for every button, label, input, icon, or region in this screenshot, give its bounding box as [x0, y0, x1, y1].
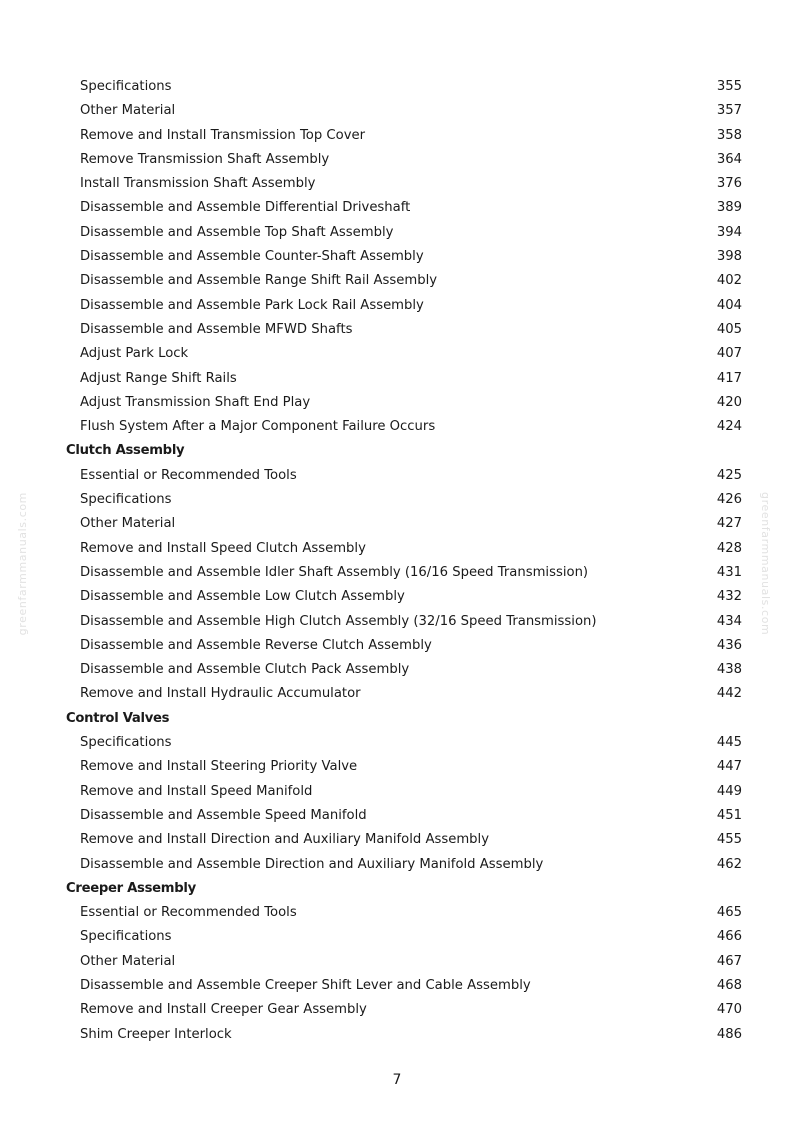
- toc-entry-page-number: 455: [716, 832, 742, 848]
- toc-entry[interactable]: [66, 221, 742, 245]
- toc-entry-page-number: 447: [716, 759, 742, 775]
- toc-entry-page-number: 427: [716, 516, 742, 532]
- toc-entry-page-number: 449: [716, 783, 742, 799]
- toc-entry[interactable]: [66, 269, 742, 293]
- toc-entry-title: Essential or Recommended Tools: [80, 467, 297, 483]
- toc-entry-title: Remove and Install Hydraulic Accumulator: [80, 686, 361, 702]
- toc-entry-title: Disassemble and Assemble Speed Manifold: [80, 807, 367, 823]
- toc-entry-title: Disassemble and Assemble Idler Shaft Assembly (16/16 Speed Transmission): [80, 564, 589, 580]
- page-number: 7: [392, 1072, 402, 1088]
- toc-entry-page-number: 432: [716, 589, 742, 605]
- section-title: Creeper Assembly: [66, 880, 196, 896]
- toc-entry[interactable]: [66, 853, 742, 877]
- toc-entry[interactable]: [66, 488, 742, 512]
- section-title: Control Valves: [66, 710, 170, 726]
- toc-entry[interactable]: [66, 172, 742, 196]
- toc-entry-title: Adjust Range Shift Rails: [80, 370, 237, 386]
- toc-entry-page-number: 466: [716, 929, 742, 945]
- toc-entry-page-number: 402: [716, 273, 742, 289]
- toc-entry[interactable]: [66, 367, 742, 391]
- toc-entry-page-number: 355: [716, 79, 742, 94]
- toc-entry-title: Disassemble and Assemble Range Shift Rail Assembly: [80, 273, 438, 289]
- toc-entry[interactable]: [66, 75, 742, 99]
- toc-entry-title: Remove and Install Steering Priority Valve: [80, 759, 358, 775]
- toc-entry[interactable]: [66, 804, 742, 828]
- toc-entry-title: Remove Transmission Shaft Assembly: [80, 151, 330, 167]
- toc-entry-title: Other Material: [80, 516, 176, 532]
- toc-entry-title: Adjust Park Lock: [80, 346, 189, 362]
- toc-entry-page-number: 442: [716, 686, 742, 702]
- toc-entry[interactable]: [66, 391, 742, 415]
- table-of-contents: [66, 75, 742, 1047]
- toc-entry[interactable]: [66, 780, 742, 804]
- toc-section-heading: [66, 877, 742, 901]
- toc-entry[interactable]: [66, 537, 742, 561]
- toc-entry[interactable]: [66, 755, 742, 779]
- toc-entry-page-number: 445: [716, 735, 742, 751]
- toc-entry-page-number: 389: [716, 200, 742, 216]
- toc-entry-page-number: 436: [716, 637, 742, 653]
- toc-entry-title: Disassemble and Assemble Counter-Shaft Assembly: [80, 249, 424, 265]
- toc-entry-title: Disassemble and Assemble High Clutch Assembly (32/16 Speed Transmission): [80, 613, 597, 629]
- section-title: Clutch Assembly: [66, 443, 185, 459]
- toc-entry-page-number: 451: [716, 807, 742, 823]
- watermark-left: greenfarmmanuals.com: [16, 492, 29, 636]
- toc-entry[interactable]: [66, 585, 742, 609]
- toc-entry[interactable]: [66, 828, 742, 852]
- toc-entry[interactable]: [66, 99, 742, 123]
- toc-entry[interactable]: [66, 634, 742, 658]
- toc-entry-page-number: 398: [716, 249, 742, 265]
- toc-section-heading: [66, 707, 742, 731]
- toc-entry[interactable]: [66, 561, 742, 585]
- toc-entry-page-number: 420: [716, 394, 742, 410]
- toc-entry-title: Disassemble and Assemble MFWD Shafts: [80, 321, 353, 337]
- watermark-right: greenfarmmanuals.com: [759, 492, 772, 636]
- toc-entry-page-number: 424: [716, 419, 742, 435]
- toc-entry-page-number: 364: [716, 151, 742, 167]
- toc-entry-title: Disassemble and Assemble Clutch Pack Assembly: [80, 662, 410, 678]
- toc-entry-title: Remove and Install Speed Clutch Assembly: [80, 540, 366, 556]
- toc-entry-title: Remove and Install Transmission Top Cover: [80, 127, 366, 143]
- toc-entry[interactable]: [66, 124, 742, 148]
- toc-entry-page-number: 376: [716, 176, 742, 192]
- toc-entry-page-number: 426: [716, 492, 742, 508]
- toc-entry[interactable]: [66, 342, 742, 366]
- toc-entry-title: Install Transmission Shaft Assembly: [80, 176, 316, 192]
- toc-entry[interactable]: [66, 148, 742, 172]
- toc-entry-title: Flush System After a Major Component Failure Occurs: [80, 419, 436, 435]
- toc-entry-page-number: 394: [716, 224, 742, 240]
- toc-entry-title: Disassemble and Assemble Direction and Auxiliary Manifold Assembly: [80, 856, 544, 872]
- toc-entry-title: Adjust Transmission Shaft End Play: [80, 394, 311, 410]
- toc-entry-title: Other Material: [80, 953, 176, 969]
- toc-entry[interactable]: [66, 464, 742, 488]
- toc-entry-page-number: 486: [716, 1026, 742, 1042]
- toc-entry[interactable]: [66, 610, 742, 634]
- toc-entry-title: Disassemble and Assemble Reverse Clutch Assembly: [80, 637, 432, 653]
- toc-entry-page-number: 470: [716, 1002, 742, 1018]
- toc-entry-title: Essential or Recommended Tools: [80, 905, 297, 921]
- toc-entry-page-number: 405: [716, 321, 742, 337]
- toc-entry[interactable]: [66, 318, 742, 342]
- toc-entry[interactable]: [66, 682, 742, 706]
- toc-entry-title: Specifications: [80, 79, 172, 94]
- toc-entry-page-number: 468: [716, 977, 742, 993]
- toc-entry-page-number: 417: [716, 370, 742, 386]
- toc-entry-page-number: 431: [716, 564, 742, 580]
- toc-entry-page-number: 434: [716, 613, 742, 629]
- toc-entry-page-number: 428: [716, 540, 742, 556]
- toc-entry-title: Disassemble and Assemble Low Clutch Assembly: [80, 589, 405, 605]
- toc-entry[interactable]: [66, 950, 742, 974]
- toc-entry-title: Disassemble and Assemble Differential Driveshaft: [80, 200, 411, 216]
- toc-entry[interactable]: [66, 658, 742, 682]
- toc-entry[interactable]: [66, 512, 742, 536]
- toc-entry[interactable]: [66, 925, 742, 949]
- toc-entry-page-number: 407: [716, 346, 742, 362]
- toc-entry-title: Disassemble and Assemble Top Shaft Assembly: [80, 224, 394, 240]
- toc-entry-title: Remove and Install Speed Manifold: [80, 783, 313, 799]
- toc-entry-title: Remove and Install Creeper Gear Assembly: [80, 1002, 367, 1018]
- toc-entry-title: Other Material: [80, 103, 176, 119]
- toc-entry[interactable]: [66, 1023, 742, 1047]
- toc-entry-title: Specifications: [80, 735, 172, 751]
- toc-section-heading: [66, 439, 742, 463]
- toc-entry-page-number: 465: [716, 905, 742, 921]
- toc-entry[interactable]: [66, 974, 742, 998]
- toc-entry-title: Remove and Install Direction and Auxiliary Manifold Assembly: [80, 832, 490, 848]
- toc-entry[interactable]: [66, 731, 742, 755]
- toc-entry-page-number: 438: [716, 662, 742, 678]
- toc-entry[interactable]: [66, 196, 742, 220]
- toc-entry-title: Disassemble and Assemble Park Lock Rail Assembly: [80, 297, 424, 313]
- toc-entry-page-number: 462: [716, 856, 742, 872]
- toc-entry[interactable]: [66, 245, 742, 269]
- toc-entry[interactable]: [66, 294, 742, 318]
- toc-entry-page-number: 404: [716, 297, 742, 313]
- toc-entry[interactable]: [66, 415, 742, 439]
- toc-entry-page-number: 425: [716, 467, 742, 483]
- toc-entry-page-number: 357: [716, 103, 742, 119]
- toc-entry[interactable]: [66, 901, 742, 925]
- toc-entry-title: Shim Creeper Interlock: [80, 1026, 232, 1042]
- toc-entry-page-number: 467: [716, 953, 742, 969]
- toc-entry-title: Disassemble and Assemble Creeper Shift Lever and Cable Assembly: [80, 977, 531, 993]
- toc-entry[interactable]: [66, 998, 742, 1022]
- toc-entry-title: Specifications: [80, 492, 172, 508]
- toc-entry-title: Specifications: [80, 929, 172, 945]
- toc-entry-page-number: 358: [716, 127, 742, 143]
